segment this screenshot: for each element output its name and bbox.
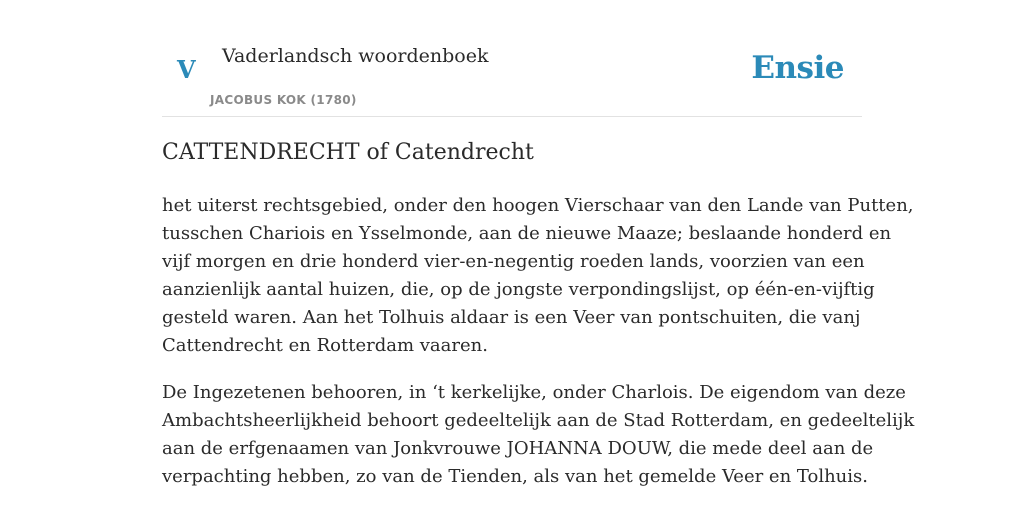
text-line: De Ingezetenen behooren, in ‘t kerkelijke, onder Charlois. De eigendom van deze — [162, 382, 906, 403]
text-line: verpachting hebben, zo van de Tienden, als van het gemelde Veer en Tolhuis. — [162, 466, 868, 487]
entry-title: CATTENDRECHT of Catendrecht — [162, 140, 534, 165]
entry-paragraph — [162, 379, 915, 491]
dictionary-header — [162, 0, 862, 117]
text-line: aanzienlijk aantal huizen, die, op de jongste verpondingslijst, op één-en-vijftig — [162, 279, 875, 300]
text-line: Cattendrecht en Rotterdam vaaren. — [162, 335, 488, 356]
text-line: vijf morgen en drie honderd vier-en-negentig roeden lands, voorzien van een — [162, 251, 865, 272]
text-line: het uiterst rechtsgebied, onder den hoogen Vierschaar van den Lande van Putten, — [162, 195, 914, 216]
text-line: aan de erfgenaamen van Jonkvrouwe JOHANNA DOUW, die mede deel aan de — [162, 438, 874, 459]
letter-index-link[interactable]: V — [177, 55, 196, 84]
text-line: gesteld waren. Aan het Tolhuis aldaar is een Veer van pontschuiten, die vanj — [162, 307, 861, 328]
ensie-logo-link[interactable]: Ensie — [751, 50, 844, 86]
dictionary-author: JACOBUS KOK (1780) — [210, 93, 357, 107]
text-line: Ambachtsheerlijkheid behoort gedeeltelijk aan de Stad Rotterdam, en gedeeltelijk — [162, 410, 915, 431]
entry-body — [162, 192, 915, 510]
text-line: tusschen Chariois en Ysselmonde, aan de nieuwe Maaze; beslaande honderd en — [162, 223, 892, 244]
entry-paragraph — [162, 192, 914, 360]
dictionary-title-link[interactable]: Vaderlandsch woordenboek — [222, 45, 489, 67]
